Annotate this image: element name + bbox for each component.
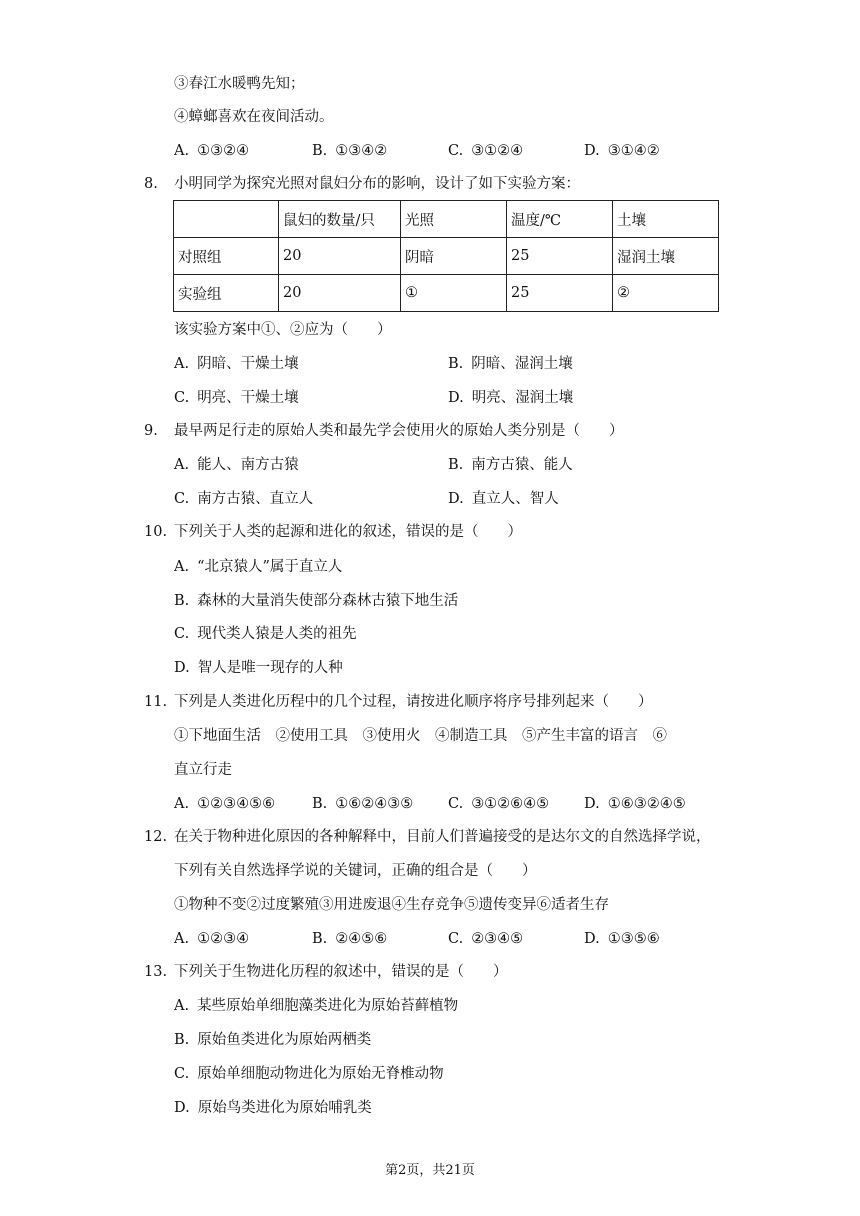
option-letter: A. [174, 356, 190, 372]
q11-option-b[interactable] [312, 794, 413, 814]
option-text: 南方古猿、直立人 [197, 491, 314, 507]
table-cell [174, 201, 279, 238]
q9-option-a[interactable] [174, 455, 299, 475]
option-letter: C. [448, 143, 464, 159]
option-letter: D. [448, 491, 464, 507]
q8-option-a[interactable] [174, 354, 299, 374]
option-letter: A. [174, 143, 190, 159]
option-letter: B. [312, 796, 328, 812]
q12-option-b[interactable] [312, 929, 387, 949]
q13-option-a[interactable] [174, 996, 458, 1016]
option-letter: C. [448, 796, 464, 812]
option-text: “北京猿人”属于直立人 [197, 559, 343, 575]
option-letter: D. [584, 931, 600, 947]
option-letter: D. [584, 143, 600, 159]
option-letter: B. [448, 457, 464, 473]
q7-option-a[interactable] [174, 141, 249, 161]
option-letter: B. [312, 931, 328, 947]
table-cell: 湿润土壤 [613, 238, 719, 275]
option-text: 森林的大量消失使部分森林古猿下地生活 [197, 593, 459, 609]
q10-option-c[interactable] [174, 624, 357, 644]
q9-option-b[interactable] [448, 455, 573, 475]
q12-option-d[interactable] [584, 929, 660, 949]
option-text: 直立人、智人 [471, 491, 559, 507]
table-cell: 25 [507, 238, 613, 275]
option-text: 明亮、湿润土壤 [471, 390, 574, 406]
option-text: 南方古猿、能人 [471, 457, 573, 473]
q8-option-d[interactable] [448, 388, 573, 408]
option-letter: A. [174, 998, 190, 1014]
table-header-row [174, 201, 719, 238]
option-text: ③①④② [607, 143, 660, 159]
option-text: ①②③④⑤⑥ [197, 796, 276, 812]
q13-option-d[interactable] [174, 1098, 372, 1118]
q11-items-line-2: 直立行走 [174, 762, 232, 778]
q11-option-d[interactable] [584, 794, 686, 814]
q13-number: 13. [144, 964, 168, 980]
table-cell: ① [401, 275, 507, 312]
option-letter: B. [312, 143, 328, 159]
table-cell: 20 [279, 238, 401, 275]
q7-statement-3: ③春江水暖鸭先知； [174, 76, 305, 92]
option-letter: A. [174, 796, 190, 812]
q11-items-line-1: ①下地面生活 ②使用工具 ③使用火 ④制造工具 ⑤产生丰富的语言 ⑥ [174, 728, 667, 744]
option-text: ①⑥③②④⑤ [607, 796, 686, 812]
page-footer: 第2页，共21页 [385, 1163, 475, 1178]
option-letter: C. [174, 626, 190, 642]
q10-option-a[interactable] [174, 557, 342, 577]
q9-option-d[interactable] [448, 489, 559, 509]
table-cell: 温度/℃ [507, 201, 613, 238]
table-cell: ② [613, 275, 719, 312]
q13-option-b[interactable] [174, 1030, 371, 1050]
option-text: ②④⑤⑥ [335, 931, 388, 947]
option-letter: A. [174, 457, 190, 473]
q12-stem-line-2: 下列有关自然选择学说的关键词，正确的组合是（ ） [174, 863, 537, 879]
q13-option-c[interactable] [174, 1064, 444, 1084]
table-row [174, 238, 719, 275]
table-row [174, 275, 719, 312]
q10-option-b[interactable] [174, 591, 458, 611]
option-text: ①⑥②④③⑤ [335, 796, 414, 812]
option-letter: A. [174, 931, 190, 947]
q12-stem-line-1: 在关于物种进化原因的各种解释中，目前人们普遍接受的是达尔文的自然选择学说， [174, 829, 711, 845]
table-cell: 25 [507, 275, 613, 312]
option-text: 原始单细胞动物进化为原始无脊椎动物 [197, 1066, 444, 1082]
q8-option-c[interactable] [174, 388, 299, 408]
q10-stem: 下列关于人类的起源和进化的叙述，错误的是（ ） [174, 524, 522, 540]
option-text: ①③②④ [197, 143, 250, 159]
table-cell: 对照组 [174, 238, 279, 275]
q7-option-b[interactable] [312, 141, 387, 161]
q12-option-a[interactable] [174, 929, 249, 949]
option-letter: D. [584, 796, 600, 812]
option-letter: C. [174, 491, 190, 507]
q8-number: 8. [144, 176, 158, 192]
table-cell: 实验组 [174, 275, 279, 312]
q7-option-d[interactable] [584, 141, 660, 161]
experiment-table [173, 200, 719, 312]
option-text: ③①②④ [471, 143, 524, 159]
option-text: ①②③④ [197, 931, 250, 947]
option-letter: B. [174, 1032, 190, 1048]
option-text: 明亮、干燥土壤 [197, 390, 299, 406]
option-text: ①③④② [335, 143, 388, 159]
q10-number: 10. [144, 524, 168, 540]
q7-option-c[interactable] [448, 141, 523, 161]
option-text: ①③⑤⑥ [607, 931, 660, 947]
option-letter: D. [448, 390, 464, 406]
option-letter: A. [174, 559, 190, 575]
option-letter: D. [174, 1100, 190, 1116]
option-letter: C. [174, 390, 190, 406]
option-letter: C. [448, 931, 464, 947]
table-cell: 光照 [401, 201, 507, 238]
table-cell: 土壤 [613, 201, 719, 238]
option-letter: B. [174, 593, 190, 609]
option-letter: C. [174, 1066, 190, 1082]
option-text: 原始鱼类进化为原始两栖类 [197, 1032, 372, 1048]
q12-number: 12. [144, 829, 168, 845]
q11-option-a[interactable] [174, 794, 275, 814]
q7-statement-4: ④蟑螂喜欢在夜间活动。 [174, 109, 334, 125]
option-text: 阴暗、湿润土壤 [471, 356, 573, 372]
option-text: 现代类人猿是人类的祖先 [197, 626, 357, 642]
q12-items: ①物种不变②过度繁殖③用进废退④生存竞争⑤遗传变异⑥适者生存 [174, 897, 609, 913]
q10-option-d[interactable] [174, 658, 343, 678]
option-text: 原始鸟类进化为原始哺乳类 [197, 1100, 372, 1116]
q8-question: 该实验方案中①、②应为（ ） [174, 322, 392, 338]
q9-stem: 最早两足行走的原始人类和最先学会使用火的原始人类分别是（ ） [174, 423, 624, 439]
q8-stem: 小明同学为探究光照对鼠妇分布的影响，设计了如下实验方案： [174, 176, 580, 192]
option-text: 能人、南方古猿 [197, 457, 299, 473]
q13-stem: 下列关于生物进化历程的叙述中，错误的是（ ） [174, 964, 508, 980]
table-cell: 阴暗 [401, 238, 507, 275]
option-text: 某些原始单细胞藻类进化为原始苔藓植物 [197, 998, 459, 1014]
q11-number: 11. [144, 694, 168, 710]
q9-option-c[interactable] [174, 489, 313, 509]
q11-option-c[interactable] [448, 794, 549, 814]
option-text: 阴暗、干燥土壤 [197, 356, 299, 372]
option-text: ③①②⑥④⑤ [471, 796, 550, 812]
option-letter: B. [448, 356, 464, 372]
q9-number: 9. [144, 423, 158, 439]
table-cell: 鼠妇的数量/只 [279, 201, 401, 238]
q8-option-b[interactable] [448, 354, 573, 374]
option-letter: D. [174, 660, 190, 676]
option-text: 智人是唯一现存的人种 [197, 660, 343, 676]
q12-option-c[interactable] [448, 929, 523, 949]
option-text: ②③④⑤ [471, 931, 524, 947]
table-cell: 20 [279, 275, 401, 312]
q11-stem: 下列是人类进化历程中的几个过程，请按进化顺序将序号排列起来（ ） [174, 694, 653, 710]
